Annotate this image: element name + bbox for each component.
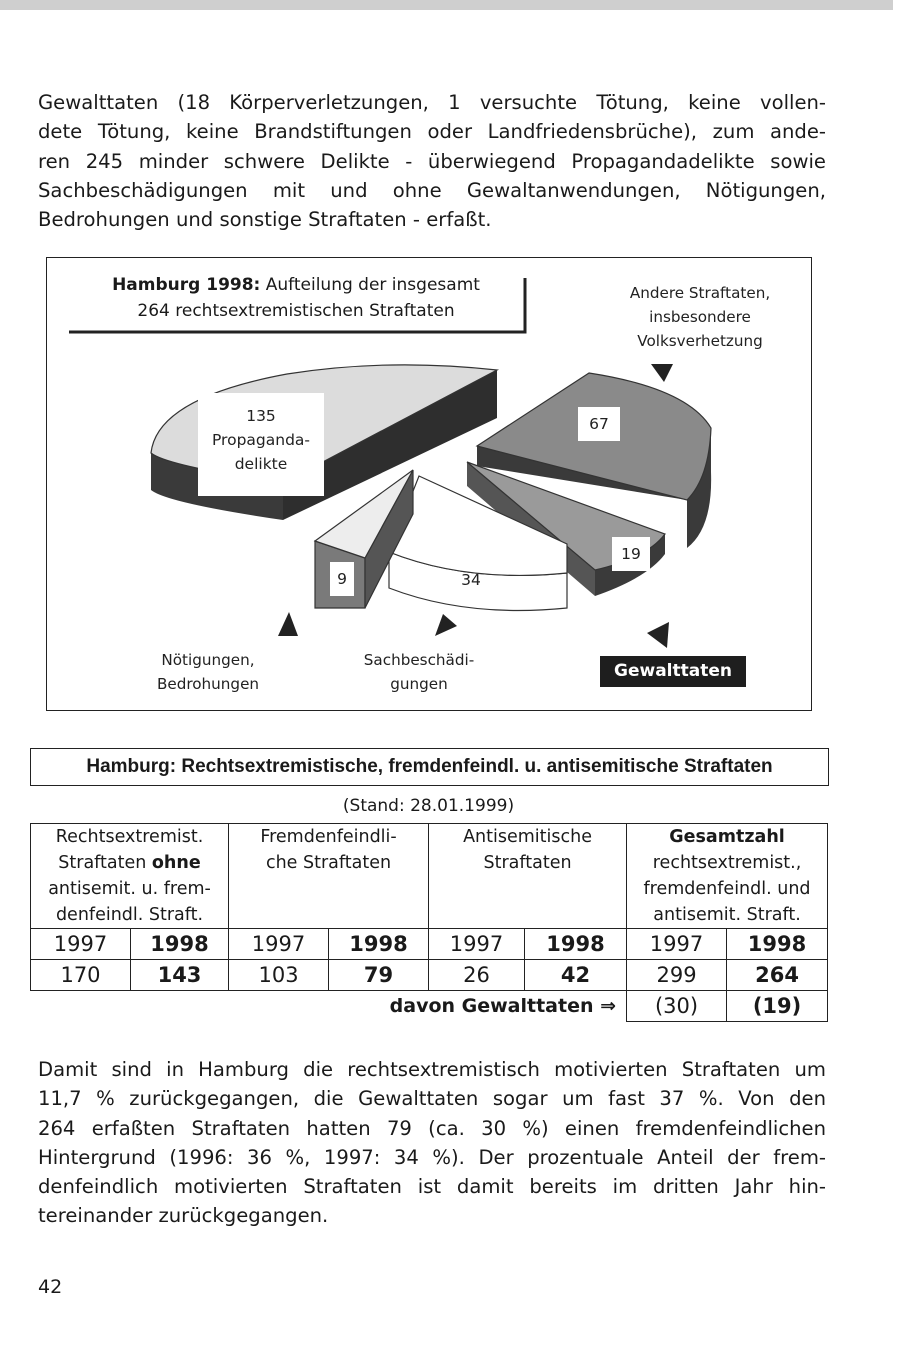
summary-paragraph bbox=[38, 1055, 826, 1231]
value-cell: 143 bbox=[131, 960, 229, 991]
value-cell: 79 bbox=[329, 960, 429, 991]
chart-title bbox=[66, 272, 526, 324]
caption-gewalt: Gewalttaten bbox=[600, 656, 746, 687]
table-violence-row bbox=[31, 991, 828, 1022]
value-cell: 299 bbox=[627, 960, 727, 991]
table-stand-date: (Stand: 28.01.1999) bbox=[342, 796, 515, 816]
violence-value-1998: (19) bbox=[727, 991, 828, 1022]
violence-label: davon Gewalttaten ⇒ bbox=[389, 995, 617, 1018]
label-propaganda: 135 Propaganda- delikte bbox=[198, 393, 324, 496]
label-sach-value: 34 bbox=[461, 571, 481, 589]
year-cell: 1997 bbox=[627, 929, 727, 960]
text-line: ren 245 minder schwere Delikte - überwiegend Propagandadelikte sowie bbox=[38, 149, 826, 173]
scan-top-bar bbox=[0, 0, 893, 10]
pointer-sach bbox=[435, 614, 457, 636]
caption-sach: Sachbeschädi- gungen bbox=[363, 651, 475, 693]
page-number: 42 bbox=[38, 1276, 63, 1298]
value-cell: 26 bbox=[429, 960, 525, 991]
label-noetigungen-value: 9 bbox=[330, 562, 354, 596]
table-value-row bbox=[31, 960, 828, 991]
table-title: Hamburg: Rechtsextremistische, fremdenfeindl. u. antisemitische Straftaten bbox=[30, 748, 829, 786]
text-line: dete Tötung, keine Brandstiftungen oder Landfriedensbrüche), zum ande- bbox=[38, 120, 826, 144]
year-cell: 1998 bbox=[525, 929, 627, 960]
chart-title-line2: 264 rechtsextremistischen Straftaten bbox=[137, 301, 455, 321]
year-cell: 1997 bbox=[31, 929, 131, 960]
violence-value-1997: (30) bbox=[627, 991, 727, 1022]
value-cell: 264 bbox=[727, 960, 828, 991]
table-year-row bbox=[31, 929, 828, 960]
year-cell: 1998 bbox=[727, 929, 828, 960]
chart-title-rest: Aufteilung der insgesamt bbox=[260, 275, 480, 295]
header-gesamtzahl: Gesamtzahl rechtsextremist., fremdenfeindl. und antisemit. Straft. bbox=[627, 824, 828, 929]
text-line: Sachbeschädigungen mit und ohne Gewaltanwendungen, Nötigungen, bbox=[38, 178, 826, 202]
intro-paragraph bbox=[38, 88, 826, 234]
text-line: Hintergrund (1996: 36 %, 1997: 34 %). Der prozentuale Anteil der frem- bbox=[38, 1145, 826, 1169]
text-line: 11,7 % zurückgegangen, die Gewalttaten sogar um fast 37 %. Von den bbox=[38, 1087, 826, 1111]
text-line: Damit sind in Hamburg die rechtsextremistisch motivierten Straftaten um bbox=[38, 1058, 826, 1081]
year-cell: 1998 bbox=[329, 929, 429, 960]
year-cell: 1997 bbox=[229, 929, 329, 960]
value-cell: 42 bbox=[525, 960, 627, 991]
caption-andere: Andere Straftaten, insbesondere Volksverhetzung bbox=[629, 284, 771, 350]
label-gewalt-value: 19 bbox=[612, 537, 650, 571]
statistics-table bbox=[30, 823, 828, 1022]
value-cell: 170 bbox=[31, 960, 131, 991]
pointer-noetigungen bbox=[278, 612, 298, 636]
value-cell: 103 bbox=[229, 960, 329, 991]
table-header-row bbox=[31, 824, 828, 929]
text-line: Gewalttaten (18 Körperverletzungen, 1 versuchte Tötung, keine vollen- bbox=[38, 91, 826, 114]
pointer-andere bbox=[651, 364, 673, 382]
year-cell: 1997 bbox=[429, 929, 525, 960]
year-cell: 1998 bbox=[131, 929, 229, 960]
pointer-gewalt bbox=[647, 622, 669, 648]
header-antisemitisch: Antisemitische Straftaten bbox=[429, 824, 627, 929]
text-line: 264 erfaßten Straftaten hatten 79 (ca. 30 %) einen fremdenfeindlichen bbox=[38, 1116, 826, 1140]
chart-title-bold: Hamburg 1998: bbox=[112, 275, 261, 295]
header-fremdenfeindlich: Fremdenfeindli- che Straftaten bbox=[229, 824, 429, 929]
text-line: denfeindlich motivierten Straftaten ist damit bereits im dritten Jahr hin- bbox=[38, 1175, 826, 1199]
text-line: Bedrohungen und sonstige Straftaten - erfaßt. bbox=[38, 208, 492, 232]
label-andere-value: 67 bbox=[578, 407, 620, 441]
header-rechtsextremist: Rechtsextremist. Straftaten ohne antisemit. u. frem- denfeindl. Straft. bbox=[31, 824, 229, 929]
caption-noetigungen: Nötigungen, Bedrohungen bbox=[156, 651, 260, 693]
text-line: tereinander zurückgegangen. bbox=[38, 1204, 329, 1228]
